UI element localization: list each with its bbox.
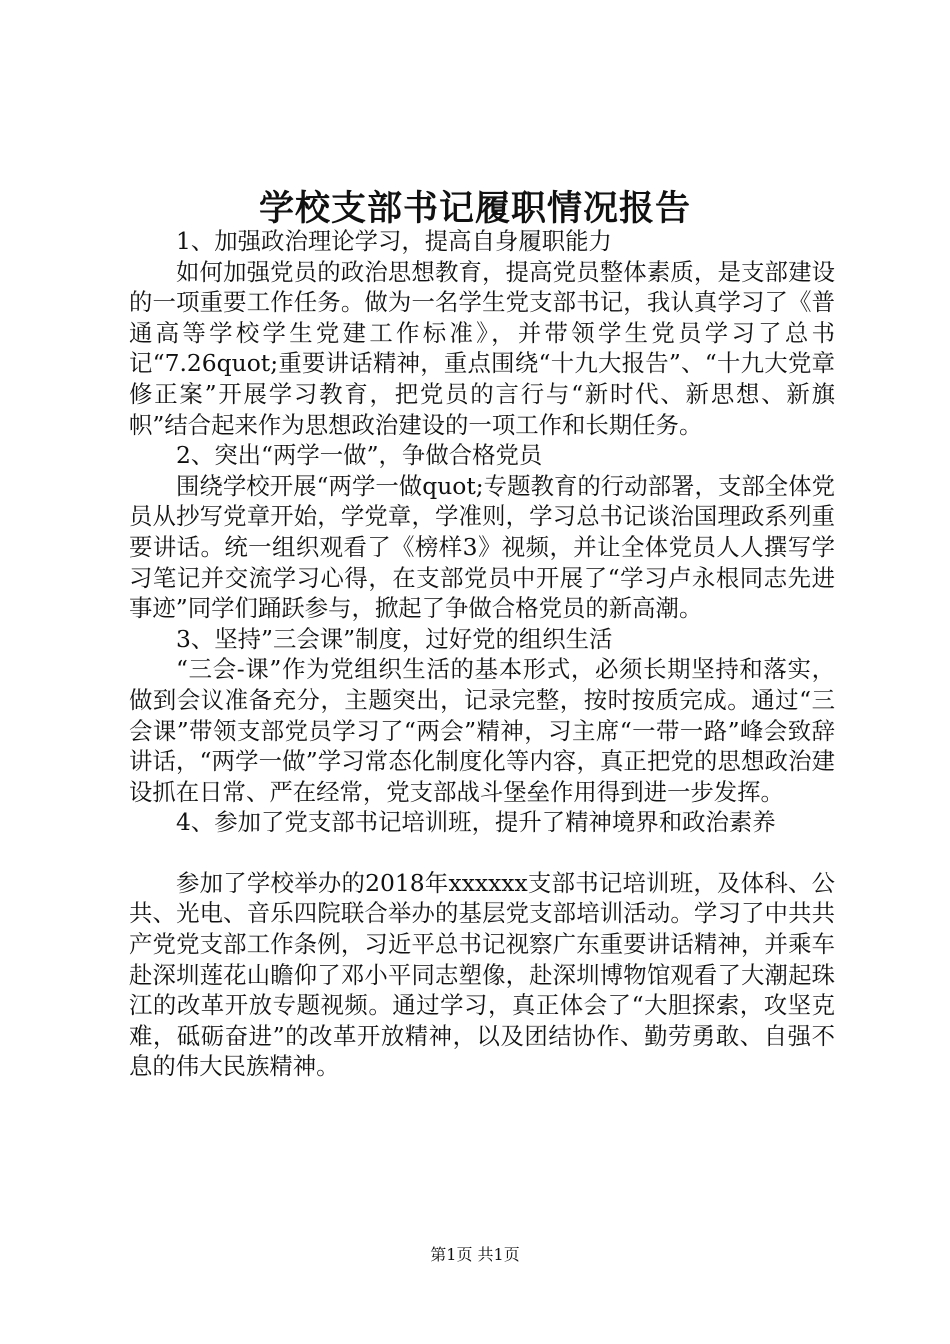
document-title: 学校支部书记履职情况报告	[258, 188, 691, 229]
document-body	[129, 226, 835, 1082]
section-spacer	[129, 838, 835, 868]
section-4-heading: 4、参加了党支部书记培训班，提升了精神境界和政治素养	[176, 808, 776, 837]
page-footer: 第1页 共1页	[430, 1245, 520, 1264]
section-3-heading: 3、坚持”三会课”制度，过好党的组织生活	[176, 624, 613, 653]
section-2-heading: 2、突出“两学一做”，争做合格党员	[176, 441, 543, 470]
section-3-paragraph: “三会-课”作为党组织生活的基本形式，必须长期坚持和落实，做到会议准备充分，主题突出，记录完整，按时按质完成。通过“三会课”带领支部党员学习了“两会”精神，习主席“一带一路”峰会致辞讲话，“两学一做”学习常态化制度化等内容，真正把党的思想政治建设抓在日常、严在经常，党支部战斗堡垒作用得到进一步发挥。	[129, 655, 835, 806]
section-1-heading: 1、加强政治理论学习，提高自身履职能力	[176, 227, 612, 255]
section-1-paragraph: 如何加强党员的政治思想教育，提高党员整体素质，是支部建设的一项重要工作任务。做为一名学生党支部书记，我认真学习了《普通高等学校学生党建工作标准》，并带领学生党员学习了总书记“7.26quot;重要讲话精神，重点围绕“十九大报告”、“十九大党章修正案”开展学习教育，把党员的言行与“新时代、新思想、新旗帜”结合起来作为思想政治建设的一项工作和长期任务。	[129, 257, 835, 439]
section-4-paragraph: 参加了学校举办的2018年xxxxxx支部书记培训班，及体科、公共、光电、音乐四院联合举办的基层党支部培训活动。学习了中共共产党党支部工作条例，习近平总书记视察广东重要讲话精神，并乘车赴深圳莲花山瞻仰了邓小平同志塑像，赴深圳博物馆观看了大潮起珠江的改革开放专题视频。通过学习，真正体会了“大胆探索，攻坚克难，砥砺奋进”的改革开放精神，以及团结协作、勤劳勇敢、自强不息的伟大民族精神。	[129, 868, 835, 1081]
section-2-paragraph: 围绕学校开展“两学一做quot;专题教育的行动部署，支部全体党员从抄写党章开始，学党章，学准则，学习总书记谈治国理政系列重要讲话。统一组织观看了《榜样3》视频，并让全体党员人人撰写学习笔记并交流学习心得，在支部党员中开展了“学习卢永根同志先进事迹”同学们踊跃参与，掀起了争做合格党员的新高潮。	[129, 471, 835, 623]
